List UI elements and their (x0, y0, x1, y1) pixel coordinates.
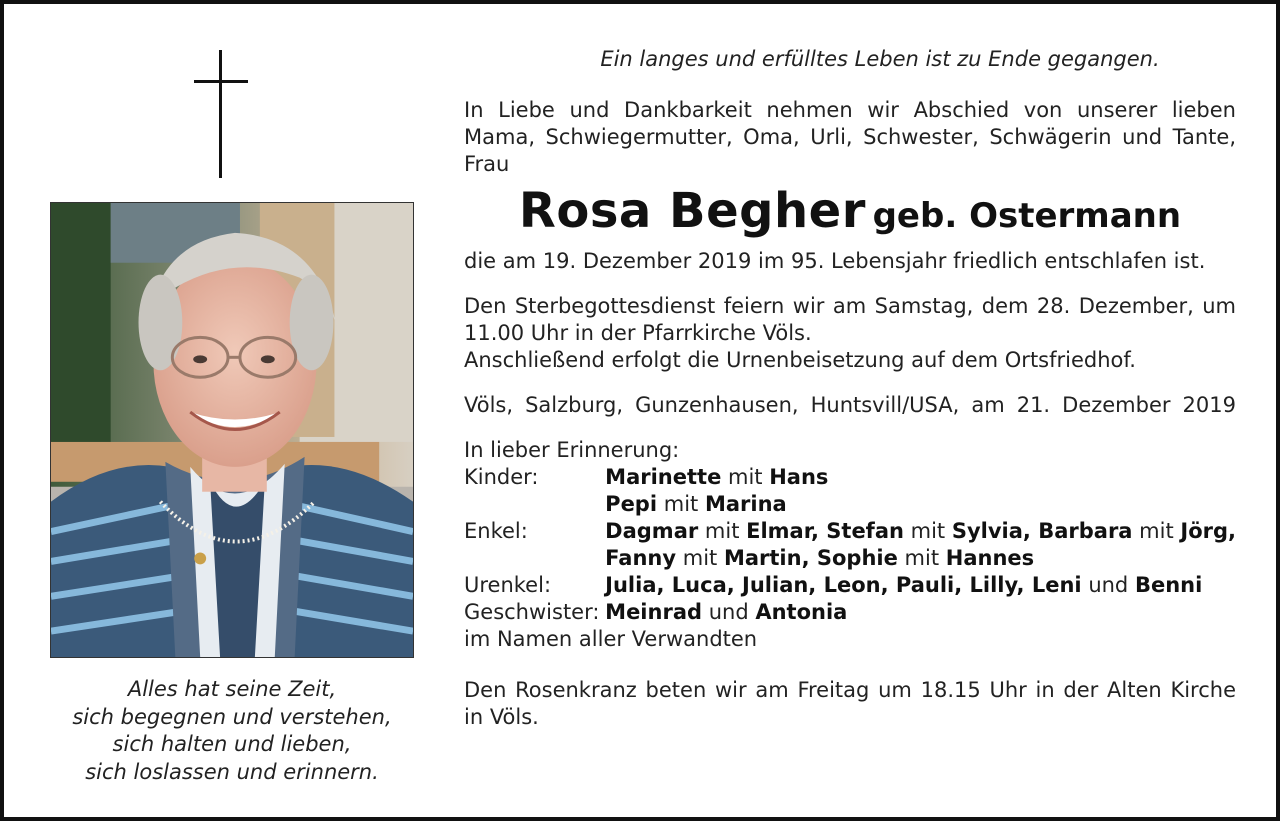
death-notice-text: die am 19. Dezember 2019 im 95. Lebensjahr friedlich entschlafen ist. (464, 249, 1206, 273)
maiden-name: geb. Ostermann (872, 196, 1182, 236)
family-label: Kinder: (464, 465, 539, 489)
family-row: Geschwister: Meinrad und Antonia (464, 600, 848, 624)
name: Rosa Begher (518, 183, 866, 239)
portrait-photo (50, 202, 414, 658)
family-label: Enkel: (464, 519, 528, 543)
rosary-line: Den Rosenkranz beten wir am Freitag um 18.15 Uhr in der Alten Kirche (464, 678, 1236, 702)
family-row: Urenkel: Julia, Luca, Julian, Leon, Pauli, Lilly, Leni und Benni (464, 573, 1203, 597)
places-date (464, 392, 1236, 419)
family-list (464, 437, 1236, 653)
family-label: Geschwister: (464, 600, 600, 624)
family-row: Fanny mit Martin, Sophie mit Hannes (605, 546, 1035, 570)
intro-line: Mama, Schwiegermutter, Oma, Urli, Schwester, Schwägerin und Tante, (464, 125, 1236, 149)
intro-line: In Liebe und Dankbarkeit nehmen wir Abschied von unserer lieben (464, 98, 1236, 122)
verse-line: sich loslassen und erinnern. (85, 759, 379, 784)
motto: Ein langes und erfülltes Leben ist zu Ende gegangen. (600, 47, 1160, 71)
intro-line: Frau (464, 152, 510, 176)
verse (44, 676, 420, 786)
places-date-text: Völs, Salzburg, Gunzenhausen, Huntsvill/USA, am 21. Dezember 2019 (464, 393, 1236, 417)
service-line: 11.00 Uhr in der Pfarrkirche Völs. (464, 321, 812, 345)
family-label: Urenkel: (464, 573, 552, 597)
family-row: Pepi mit Marina (605, 492, 787, 516)
obituary-text (464, 46, 1236, 731)
family-row: Enkel: Dagmar mit Elmar, Stefan mit Sylvia, Barbara mit Jörg, (464, 519, 1236, 543)
death-notice (464, 248, 1236, 275)
family-row: Kinder: Marinette mit Hans (464, 465, 829, 489)
verse-line: sich begegnen und verstehen, (72, 704, 392, 729)
verse-line: Alles hat seine Zeit, (127, 677, 337, 701)
service-line: Anschließend erfolgt die Urnenbeisetzung auf dem Ortsfriedhof. (464, 348, 1136, 372)
cross-icon (194, 50, 248, 178)
rosary-info (464, 677, 1236, 731)
verse-line: sich halten und lieben, (112, 732, 352, 756)
deceased-name (464, 183, 1236, 239)
intro (464, 97, 1236, 178)
remembrance-intro: In lieber Erinnerung: (464, 438, 680, 462)
family-table (464, 464, 1236, 626)
service-info (464, 293, 1236, 374)
relatives-line: im Namen aller Verwandten (464, 627, 758, 651)
rosary-line: in Völs. (464, 705, 539, 729)
service-line: Den Sterbegottesdienst feiern wir am Samstag, dem 28. Dezember, um (464, 294, 1236, 318)
